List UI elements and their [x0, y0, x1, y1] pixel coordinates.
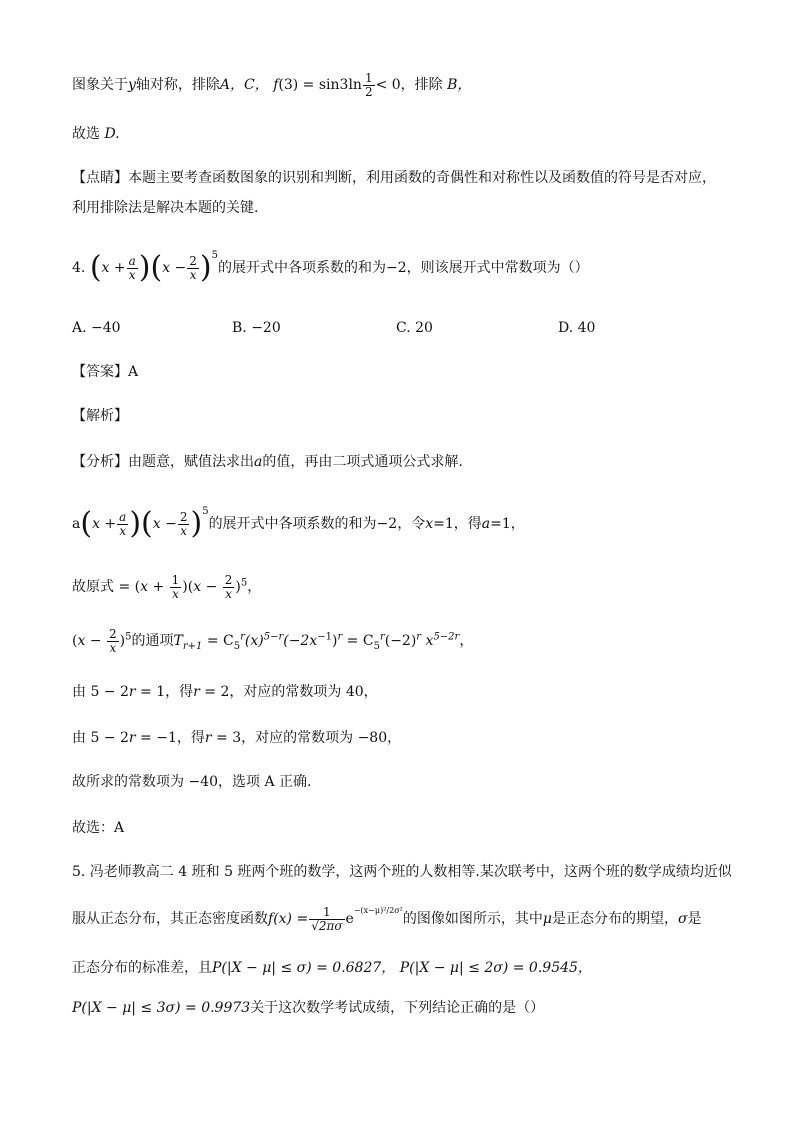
option-a: A. −40 — [72, 320, 121, 336]
text: 的图像如图所示，其中 — [402, 911, 543, 928]
text: 正态分布的标准差，且 — [72, 960, 212, 976]
math: P(|X − μ| ≤ 3σ) = 0.9973 — [72, 1000, 251, 1016]
var: D. — [104, 126, 120, 142]
numerator: 2 — [224, 573, 233, 587]
fraction — [178, 511, 190, 537]
question-text: 5. 冯老师教高二 4 班和 5 班两个班的数学，这两个班的人数相等.某次联考中，这两个班的数学成绩均近似 — [72, 864, 732, 880]
question-number: 4. — [72, 260, 86, 276]
paren: ( — [80, 506, 93, 541]
text: 故选：A — [72, 820, 125, 836]
paren: ( — [89, 250, 102, 285]
solve-line-2 — [72, 730, 754, 747]
denominator: x — [109, 640, 117, 655]
denominator: x — [128, 267, 136, 282]
text: 【分析】由题意，赋值法求出 — [72, 454, 254, 470]
text: ， — [247, 579, 262, 596]
fraction — [363, 72, 375, 98]
question-4 — [72, 250, 754, 286]
text: 由 5 − 2 — [72, 684, 129, 700]
var: μ — [542, 911, 552, 928]
numerator: 2 — [189, 253, 197, 268]
original-expression-line — [72, 574, 754, 600]
text: = 1，得 — [135, 684, 194, 700]
math: e — [345, 911, 354, 928]
numerator: 1 — [171, 573, 180, 587]
fraction — [187, 255, 199, 281]
math: ( — [72, 633, 78, 650]
exponent: 5 — [202, 506, 209, 517]
superscript: r — [416, 631, 422, 643]
subscript: r+1 — [182, 640, 203, 652]
superscript: r — [240, 631, 245, 643]
paren: ) — [138, 250, 151, 285]
paren: ) — [199, 250, 212, 285]
subscript: 5 — [233, 640, 241, 652]
math: P(|X − μ| ≤ σ) = 0.6827， — [212, 960, 396, 976]
denominator: √2πσ — [311, 918, 343, 933]
text: 故选 — [72, 126, 100, 142]
question-text: 的展开式中各项系数的和为−2，则该展开式中常数项为（） — [218, 260, 589, 276]
answer-line — [72, 364, 754, 381]
question-5-line-4 — [72, 1000, 754, 1017]
denominator: 2 — [364, 84, 373, 99]
var: r — [128, 684, 136, 700]
answer-label: 【答案】 — [72, 364, 128, 380]
question-5-line-1 — [72, 864, 754, 881]
var: x — [77, 633, 86, 650]
math: x + — [101, 260, 126, 276]
conclusion-line — [72, 774, 754, 791]
math: (x) = — [273, 911, 309, 928]
paren: ) — [190, 506, 203, 541]
math: (x) — [244, 633, 264, 650]
superscript: r — [337, 631, 343, 643]
numerator: a — [128, 253, 136, 268]
subscript: 5 — [373, 640, 380, 652]
exponent: 5 — [240, 577, 248, 589]
var: B， — [447, 77, 472, 94]
var: f — [268, 911, 274, 928]
fraction — [117, 511, 128, 537]
denominator: x — [119, 523, 127, 538]
fraction — [170, 574, 182, 600]
text: ，排除 — [400, 77, 443, 94]
exponent: −(x−μ)²/2σ² — [353, 906, 403, 916]
text: 故原式 = ( — [72, 579, 141, 596]
denominator: x — [225, 586, 232, 601]
general-term-line — [72, 628, 754, 654]
fraction — [107, 628, 119, 654]
math: x — [421, 633, 434, 650]
var: x — [140, 579, 148, 596]
var: f — [273, 77, 279, 94]
var: A，C， — [219, 77, 269, 94]
math: P(|X − μ| ≤ 2σ) = 0.9545， — [399, 960, 592, 976]
paren: ) — [129, 506, 142, 541]
question-5-line-2 — [72, 906, 754, 932]
text: a — [72, 516, 81, 532]
question-5-line-3 — [72, 960, 754, 977]
denominator: x — [172, 586, 179, 601]
superscript: 5−r — [263, 631, 284, 643]
fraction — [223, 574, 235, 600]
math: = C — [342, 633, 374, 650]
math: x + — [92, 516, 117, 532]
text: 【点睛】本题主要考查函数图象的识别和判断，利用函数的奇偶性和对称性以及函数值的符号是否对应， — [72, 170, 716, 186]
text: =1， — [490, 516, 525, 532]
detail-line — [72, 506, 754, 542]
math: + — [148, 579, 169, 596]
var: y — [128, 77, 136, 94]
numerator: 2 — [109, 627, 117, 641]
numerator: a — [119, 509, 127, 524]
superscript: −1 — [317, 631, 332, 643]
var: σ — [677, 911, 688, 928]
var: r — [204, 730, 212, 746]
var: x — [425, 516, 434, 532]
text-line-comment — [72, 170, 754, 187]
text: 服从正态分布，其正态密度函数 — [72, 911, 268, 928]
text: = −1，得 — [135, 730, 205, 746]
analysis-line — [72, 454, 754, 471]
var: a — [481, 516, 491, 532]
text-line-choose-d — [72, 126, 754, 143]
denominator: x — [180, 523, 188, 538]
text: 是 — [687, 911, 702, 928]
math: − — [201, 579, 222, 596]
var: T — [173, 633, 183, 650]
text: = 3，对应的常数项为 −80， — [211, 730, 402, 746]
paren: ( — [150, 250, 163, 285]
math: ) — [331, 633, 338, 650]
text-line-exclusion — [72, 72, 754, 98]
var: r — [193, 684, 200, 700]
text: 的展开式中各项系数的和为−2，令 — [208, 516, 426, 532]
text: =1，得 — [433, 516, 482, 532]
option-c: C. 20 — [396, 320, 433, 336]
math: < 0 — [375, 77, 401, 94]
text: 关于这次数学考试成绩，下列结论正确的是（） — [250, 1000, 545, 1016]
answer-value: A — [128, 364, 139, 380]
numerator: 1 — [309, 906, 344, 920]
text: 由 5 − 2 — [72, 730, 129, 746]
math: )( — [182, 579, 194, 596]
text: 利用排除法是解决本题的关键. — [72, 200, 259, 216]
superscript: 5−2r — [433, 631, 460, 643]
paren: ( — [141, 506, 153, 541]
superscript: r — [379, 631, 385, 643]
analysis-label: 【解析】 — [72, 408, 128, 424]
math: ) — [119, 633, 126, 650]
text: = 2，对应的常数项为 40， — [199, 684, 378, 700]
text: 图象关于 — [72, 77, 128, 94]
text: 的通项 — [131, 633, 174, 650]
fraction — [127, 255, 138, 281]
math: (3) = sin3ln — [278, 77, 362, 94]
math: ) — [235, 579, 241, 596]
text: 是正态分布的期望， — [551, 911, 678, 928]
math: x − — [152, 516, 177, 532]
option-d: D. 40 — [558, 320, 596, 336]
solve-line-1 — [72, 684, 754, 701]
var: a — [254, 454, 263, 470]
option-b: B. −20 — [232, 320, 281, 336]
var: r — [128, 730, 136, 746]
fraction — [309, 906, 344, 932]
text: ， — [459, 633, 474, 650]
denominator: x — [189, 267, 197, 282]
math: x − — [162, 260, 187, 276]
exponent: 5 — [125, 631, 132, 643]
analysis-heading — [72, 408, 754, 425]
numerator: 1 — [364, 71, 373, 85]
text-line-comment-2 — [72, 200, 754, 217]
exponent: 5 — [211, 250, 219, 261]
text: 的值，再由二项式通项公式求解. — [262, 454, 463, 470]
text: 故所求的常数项为 −40，选项 A 正确. — [72, 774, 312, 790]
math: = C — [202, 633, 234, 650]
text: 轴对称，排除 — [135, 77, 220, 94]
numerator: 2 — [179, 509, 188, 524]
final-choice-line — [72, 820, 754, 837]
math: (−2x — [283, 633, 318, 650]
math: (−2) — [384, 633, 417, 650]
var: x — [193, 579, 202, 596]
math: − — [85, 633, 107, 650]
